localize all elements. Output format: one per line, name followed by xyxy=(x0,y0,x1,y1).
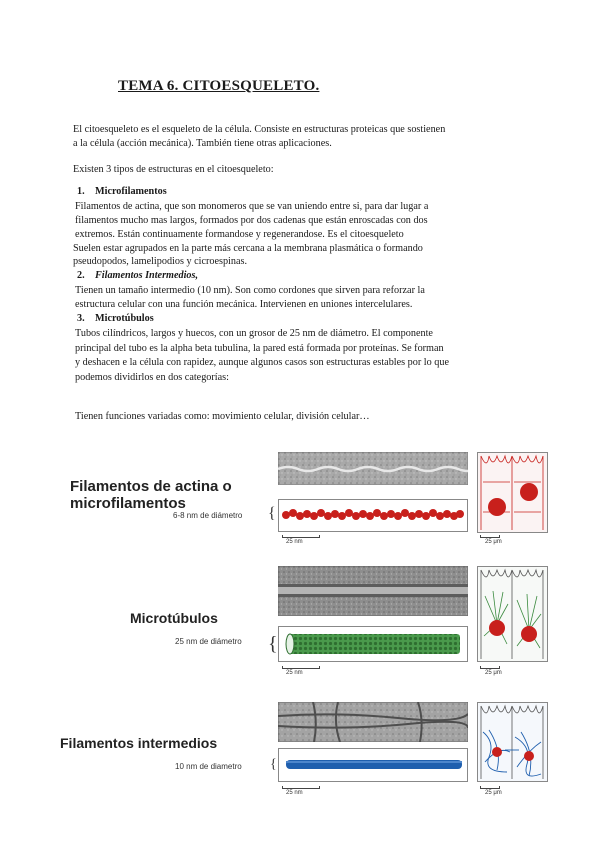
section-heading-3: 3. Microtúbulos xyxy=(77,313,154,324)
microtubules-scale-bar-um xyxy=(480,668,500,669)
section-3-line-1: Tubos cilíndricos, largos y huecos, con un grosor de 25 nm de diámetro. El componente xyxy=(75,328,433,339)
section-1-line-1: Filamentos de actina, que son monomeros que se van uniendo entre si, para dar lugar a xyxy=(75,201,429,212)
actin-scale-bar-um xyxy=(480,537,500,538)
intro-line-2: a la célula (acción mecánica). También tiene otras aplicaciones. xyxy=(73,138,332,149)
actin-label-line-2: microfilamentos xyxy=(70,495,186,512)
intermediate-label: Filamentos intermedios xyxy=(60,735,218,751)
intermediate-diagram xyxy=(278,748,468,782)
section-2-line-1: Tienen un tamaño intermedio (10 nm). Son como cordones que sirven para reforzar la xyxy=(75,285,425,296)
microtubules-label: Microtúbulos xyxy=(130,610,218,626)
microtubules-scale-um: 25 μm xyxy=(485,670,502,676)
section-1-line-5: pseudopodos, lamelipodios y cicroespinas. xyxy=(73,256,248,267)
section-1-line-4: Suelen estar agrupados en la parte más cercana a la membrana plasmática o formando xyxy=(73,243,423,254)
microtubules-scale-bar xyxy=(282,668,320,669)
actin-filament-diagram xyxy=(278,499,468,532)
intermediate-scale-nm: 25 nm xyxy=(286,790,303,796)
microtubules-scale-nm: 25 nm xyxy=(286,670,303,676)
intermediate-scale-um: 25 μm xyxy=(485,790,502,796)
section-3-line-4: podemos dividirlos en dos categorías: xyxy=(75,372,229,383)
intermediate-cell-diagram xyxy=(477,702,548,782)
intro-line-1: El citoesqueleto es el esqueleto de la célula. Consiste en estructuras proteicas que sostienen xyxy=(73,124,446,135)
section-heading-1: 1. Microfilamentos xyxy=(77,186,167,197)
section-3-line-3: y deshacen e la célula con rapidez, aunque algunos casos son estructuras estables por lo que xyxy=(75,357,449,368)
section-heading-2: 2. Filamentos Intermedios, xyxy=(77,270,199,281)
actin-micrograph xyxy=(278,452,468,485)
intermediate-scale-bar xyxy=(282,788,320,789)
actin-scale-um: 25 μm xyxy=(485,539,502,545)
intermediate-brace: { xyxy=(270,757,277,772)
microtubules-diagram xyxy=(278,626,468,662)
actin-scale-nm: 25 nm xyxy=(286,539,303,545)
actin-cell-diagram xyxy=(477,452,548,533)
intermediate-micrograph xyxy=(278,702,468,742)
actin-label-line-1: Filamentos de actina o xyxy=(70,478,232,495)
section-3-line-2: principal del tubo es la alpha beta tubulina, la pared está formada por proteínas. Se forman xyxy=(75,343,444,354)
intermediate-diameter-label: 10 nm de diametro xyxy=(175,762,242,771)
microtubules-diameter-label: 25 nm de diámetro xyxy=(175,637,242,646)
actin-scale-bar xyxy=(282,537,320,538)
microtubules-brace: { xyxy=(268,633,278,655)
section-1-line-3: extremos. Están continuamente formandose y regenerandose. Es el citoesqueleto xyxy=(75,229,404,240)
microtubules-cell-diagram xyxy=(477,566,548,662)
actin-diameter-label: 6-8 nm de diámetro xyxy=(173,511,243,520)
microtubules-micrograph xyxy=(278,566,468,616)
section-2-line-2: estructura celular con una función mecánica. Intervienen en uniones intercelulares. xyxy=(75,299,413,310)
intermediate-scale-bar-um xyxy=(480,788,500,789)
actin-brace: { xyxy=(268,505,276,522)
functions-text: Tienen funciones variadas como: movimiento celular, división celular… xyxy=(75,411,370,422)
page-title: TEMA 6. CITOESQUELETO. xyxy=(118,78,320,94)
section-1-line-2: filamentos mucho mas largos, formados por dos cadenas que están enroscadas con dos xyxy=(75,215,428,226)
types-intro: Existen 3 tipos de estructuras en el citoesqueleto: xyxy=(73,164,274,175)
